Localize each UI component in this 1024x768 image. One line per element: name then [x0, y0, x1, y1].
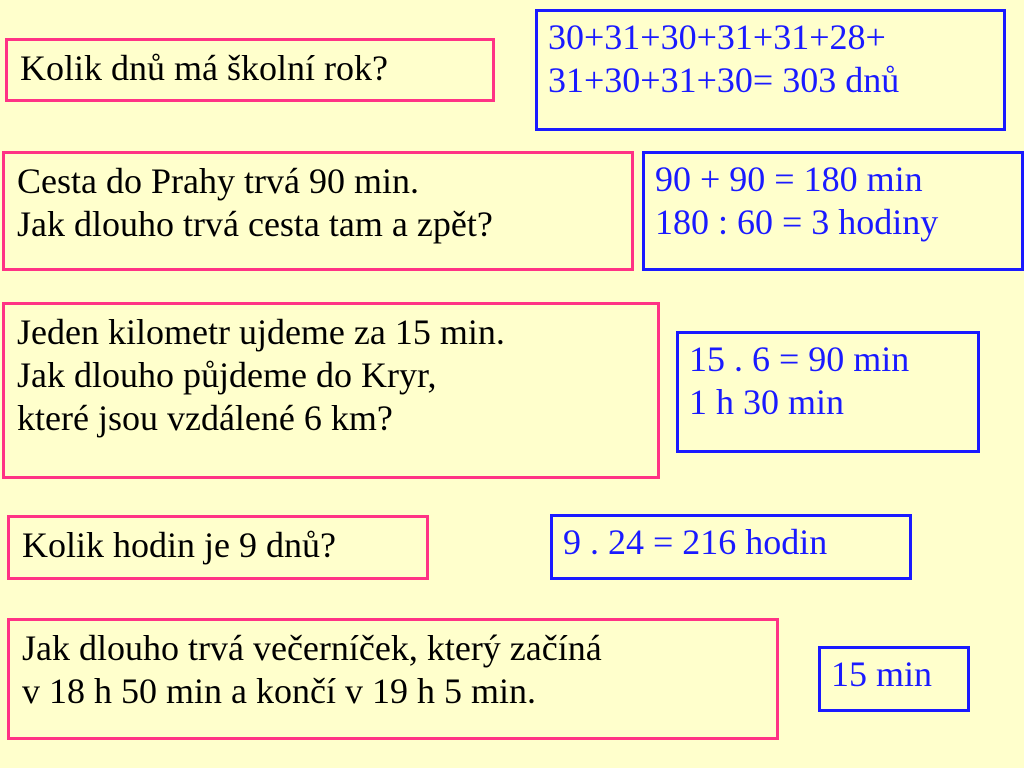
- question-4-line-1: Kolik hodin je 9 dnů?: [22, 525, 336, 565]
- question-5-line-1: Jak dlouho trvá večerníček, který začíná: [22, 628, 602, 668]
- question-3-line-1: Jeden kilometr ujdeme za 15 min.: [17, 312, 505, 352]
- question-3-line-3: které jsou vzdálené 6 km?: [17, 398, 393, 439]
- question-5-line-2: v 18 h 50 min a končí v 19 h 5 min.: [22, 671, 536, 712]
- question-box-2: [2, 151, 634, 271]
- question-1-line-1: Kolik dnů má školní rok?: [20, 48, 388, 88]
- answer-2-line-1: 90 + 90 = 180 min: [655, 159, 923, 199]
- answer-1-line-1: 30+31+30+31+31+28+: [548, 17, 886, 57]
- question-box-4: [7, 515, 429, 580]
- answer-5-line-1: 15 min: [831, 654, 933, 694]
- question-2-line-1: Cesta do Prahy trvá 90 min.: [17, 161, 419, 201]
- answer-2-line-2: 180 : 60 = 3 hodiny: [655, 202, 939, 243]
- answer-box-3: [676, 331, 980, 453]
- question-2-line-2: Jak dlouho trvá cesta tam a zpět?: [17, 204, 493, 245]
- question-3-line-2: Jak dlouho půjdeme do Kryr,: [17, 355, 437, 396]
- answer-4-line-1: 9 . 24 = 216 hodin: [563, 522, 828, 562]
- answer-box-4: [550, 514, 912, 580]
- question-box-1: [5, 38, 495, 102]
- answer-box-5: [818, 646, 970, 712]
- answer-3-line-2: 1 h 30 min: [689, 382, 845, 423]
- question-box-3: [2, 302, 660, 479]
- question-box-5: [7, 618, 779, 740]
- answer-1-line-2: 31+30+31+30= 303 dnů: [548, 60, 900, 101]
- answer-box-1: [535, 9, 1006, 131]
- answer-3-line-1: 15 . 6 = 90 min: [689, 339, 910, 379]
- answer-box-2: [642, 151, 1024, 271]
